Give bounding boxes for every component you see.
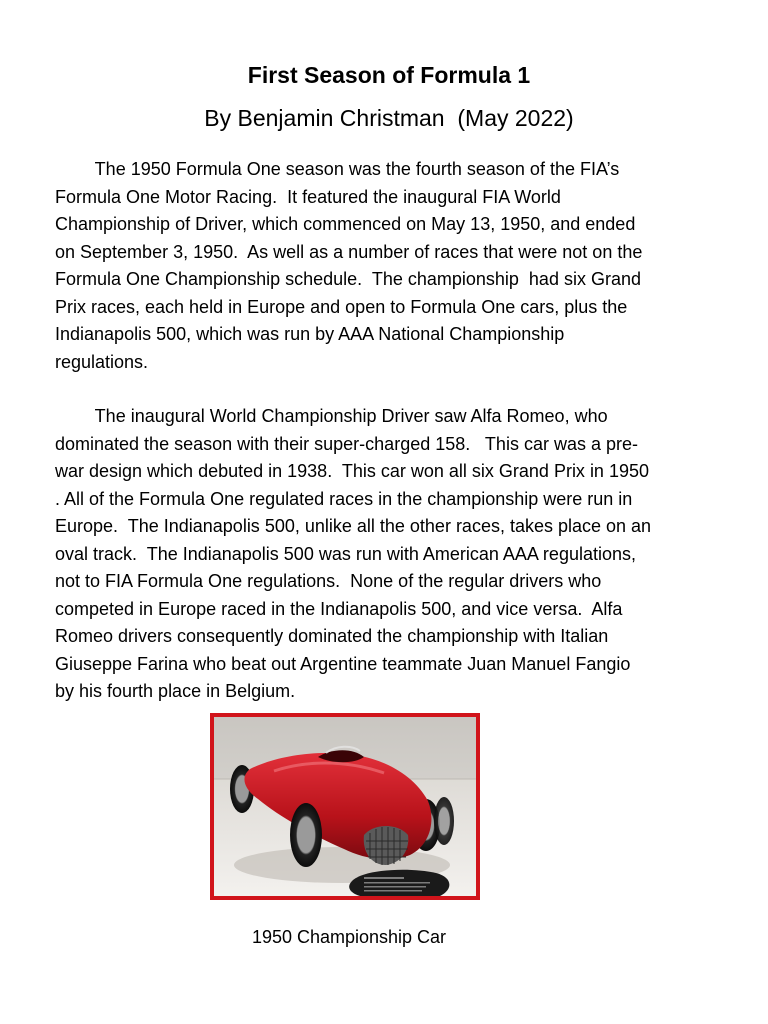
paragraph-line: Formula One Championship schedule. The championship had six Grand	[55, 269, 641, 289]
paragraph-line: competed in Europe raced in the Indianapolis 500, and vice versa. Alfa	[55, 598, 623, 619]
paragraph-line: The 1950 Formula One season was the fourth season of the FIA’s	[55, 159, 620, 179]
paragraph-line: The inaugural World Championship Driver saw Alfa Romeo, who	[55, 406, 608, 426]
paragraph-1	[55, 156, 725, 376]
paragraph-line: Europe. The Indianapolis 500, unlike all the other races, takes place on an	[55, 516, 652, 536]
byline: By Benjamin Christman (May 2022)	[204, 105, 574, 131]
paragraph-line: by his fourth place in Belgium.	[55, 681, 296, 701]
paragraph-line: war design which debuted in 1938. This car won all six Grand Prix in 1950	[55, 461, 649, 481]
paragraph-line: Championship of Driver, which commenced on May 13, 1950, and ended	[55, 214, 636, 234]
paragraph-line: Formula One Motor Racing. It featured the inaugural FIA World	[55, 186, 561, 207]
paragraph-2	[55, 403, 725, 706]
paragraph-line: Giuseppe Farina who beat out Argentine teammate Juan Manuel Fangio	[55, 653, 631, 674]
race-car-photo	[214, 717, 476, 896]
paragraph-line: not to FIA Formula One regulations. None of the regular drivers who	[55, 571, 602, 591]
figure-caption: 1950 Championship Car	[251, 927, 447, 947]
paragraph-line: Romeo drivers consequently dominated the championship with Italian	[55, 626, 609, 646]
document-title: First Season of Formula 1	[247, 62, 531, 88]
car-photo-frame	[210, 713, 480, 900]
paragraph-line: regulations.	[55, 351, 149, 372]
paragraph-line: . All of the Formula One regulated races in the championship were run in	[55, 488, 633, 509]
paragraph-line: Indianapolis 500, which was run by AAA National Championship	[55, 324, 565, 344]
paragraph-line: dominated the season with their super-charged 158. This car was a pre-	[55, 433, 638, 454]
paragraph-line: oval track. The Indianapolis 500 was run with American AAA regulations,	[55, 543, 636, 564]
paragraph-line: on September 3, 1950. As well as a number of races that were not on the	[55, 241, 643, 262]
paragraph-line: Prix races, each held in Europe and open to Formula One cars, plus the	[55, 296, 628, 317]
